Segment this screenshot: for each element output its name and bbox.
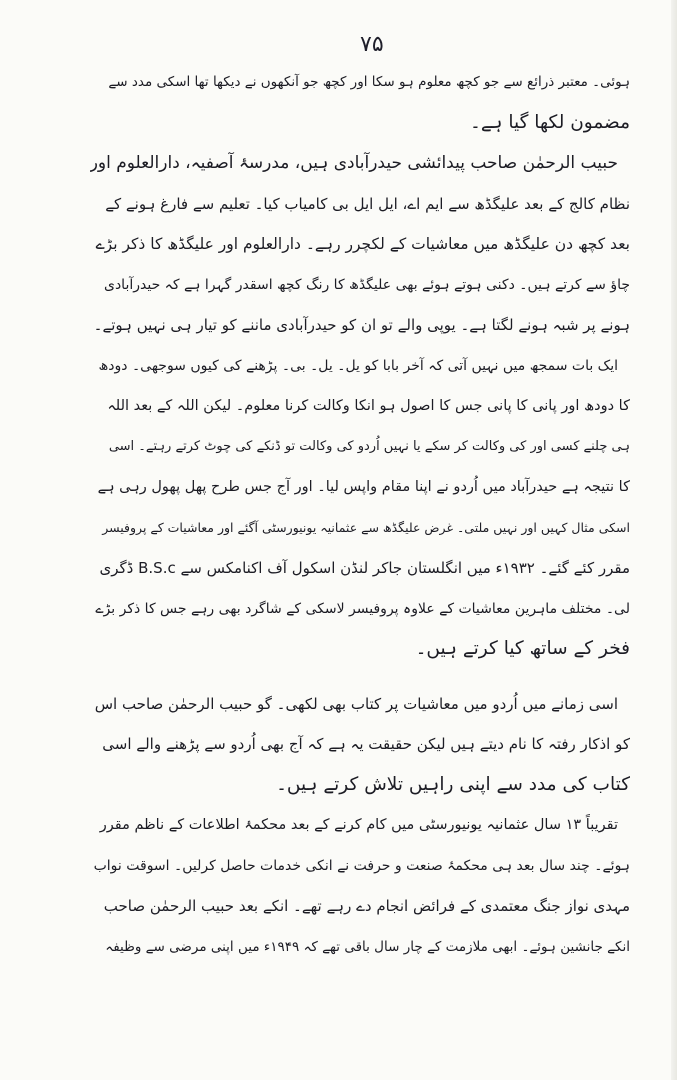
paragraph-start-line: اسی زمانے میں اُردو میں معاشیات پر کتاب بھی لکھی۔ گو حبیب الرحمٰن صاحب اس [94, 694, 618, 713]
text-line: انکے جانشین ہوئے۔ ابھی ملازمت کے چار سال باقی تھے کہ ۱۹۴۹ء میں اپنی مرضی سے وظیفہ [105, 938, 630, 955]
text-line: ہوئے۔ چند سال بعد ہی محکمۂ صنعت و حرفت نے انکی خدمات حاصل کرلیں۔ اسوقت نواب [93, 857, 630, 874]
body-text [90, 62, 630, 967]
text-line: مضمون لکھا گیا ہے۔ [470, 111, 630, 133]
page-number: ۷۵ [360, 32, 384, 57]
text-line: کا دودھ اور پانی کا پانی جس کا اصول ہو انکا وکالت کرنا معلوم۔ لیکن اللہ کے بعد اللہ [107, 398, 630, 414]
text-line: ہونے پر شبہ ہونے لگتا ہے۔ یوپی والے تو ان کو حیدرآبادی ماننے کو تیار ہی نہیں ہوتے۔ [93, 316, 630, 334]
text-line: چاؤ سے کرتے ہیں۔ دکنی ہوتے ہوئے بھی علیگڈھ کا رنگ کچھ اسقدر گہرا ہے کہ حیدرآبادی [103, 276, 630, 293]
text-line: نظام کالج کے بعد علیگڈھ سے ایم اے، ایل ایل بی کامیاب کیا۔ تعلیم سے فارغ ہونے کے [105, 194, 630, 213]
text-line: کتاب کی مدد سے اپنی راہیں تلاش کرتے ہیں۔ [276, 773, 630, 795]
text-line: بعد کچھ دن علیگڈھ میں معاشیات کے لکچرر رہے۔ دارالعلوم اور علیگڈھ کا ذکر بڑے [95, 235, 630, 253]
text-line: کا نتیجہ ہے حیدرآباد میں اُردو نے اپنا مقام واپس لیا۔ اور آج جس طرح پھل پھول رہی ہے [97, 479, 630, 495]
text-line: اسکی مثال کہیں اور نہیں ملتی۔ غرض علیگڈھ سے عثمانیہ یونیورسٹی آگئے اور معاشیات کے پروفیسر [102, 519, 630, 535]
paragraph-start-line: تقریباً ۱۳ سال عثمانیہ یونیورسٹی میں کام کرنے کے بعد محکمۂ اطلاعات کے ناظم مقرر [99, 817, 618, 833]
page-edge [671, 0, 677, 1080]
text-line: فخر کے ساتھ کیا کرتے ہیں۔ [415, 638, 630, 659]
text-line: مقرر کئے گئے۔ ۱۹۳۲ء میں انگلستان جاکر لنڈن اسکول آف اکنامکس سے B.S.c ڈگری [99, 559, 630, 577]
text-line: لی۔ مختلف ماہرین معاشیات کے علاوہ پروفیسر لاسکی کے شاگرد بھی رہے جس کا ذکر بڑے [95, 600, 630, 617]
text-line: کو اذکار رفتہ کا نام دیتے ہیں لیکن حقیقت یہ ہے کہ آج بھی اُردو سے پڑھنے والے اسی [102, 735, 630, 753]
text-line: ہی چلنے کسی اور کی وکالت کر سکے یا نہیں اُردو کی وکالت تو ڈنکے کی چوٹ کرتے رہتے۔ اسی [108, 438, 630, 454]
text-line: مہدی نواز جنگ معتمدی کے فرائض انجام دے رہے تھے۔ انکے بعد حبیب الرحمٰن صاحب [103, 897, 630, 915]
paragraph-start-line: حبیب الرحمٰن صاحب پیدائشی حیدرآبادی ہیں، مدرسۂ آصفیہ، دارالعلوم اور [90, 153, 618, 173]
paragraph-start-line: ایک بات سمجھ میں نہیں آتی کہ آخر بابا کو یل۔ یل۔ بی۔ پڑھنے کی کیوں سوجھی۔ دودھ [98, 357, 618, 374]
text-line: ہوئی۔ معتبر ذرائع سے جو کچھ معلوم ہو سکا اور کچھ جو آنکھوں نے دیکھا تھا اسکی مدد سے [108, 74, 630, 90]
